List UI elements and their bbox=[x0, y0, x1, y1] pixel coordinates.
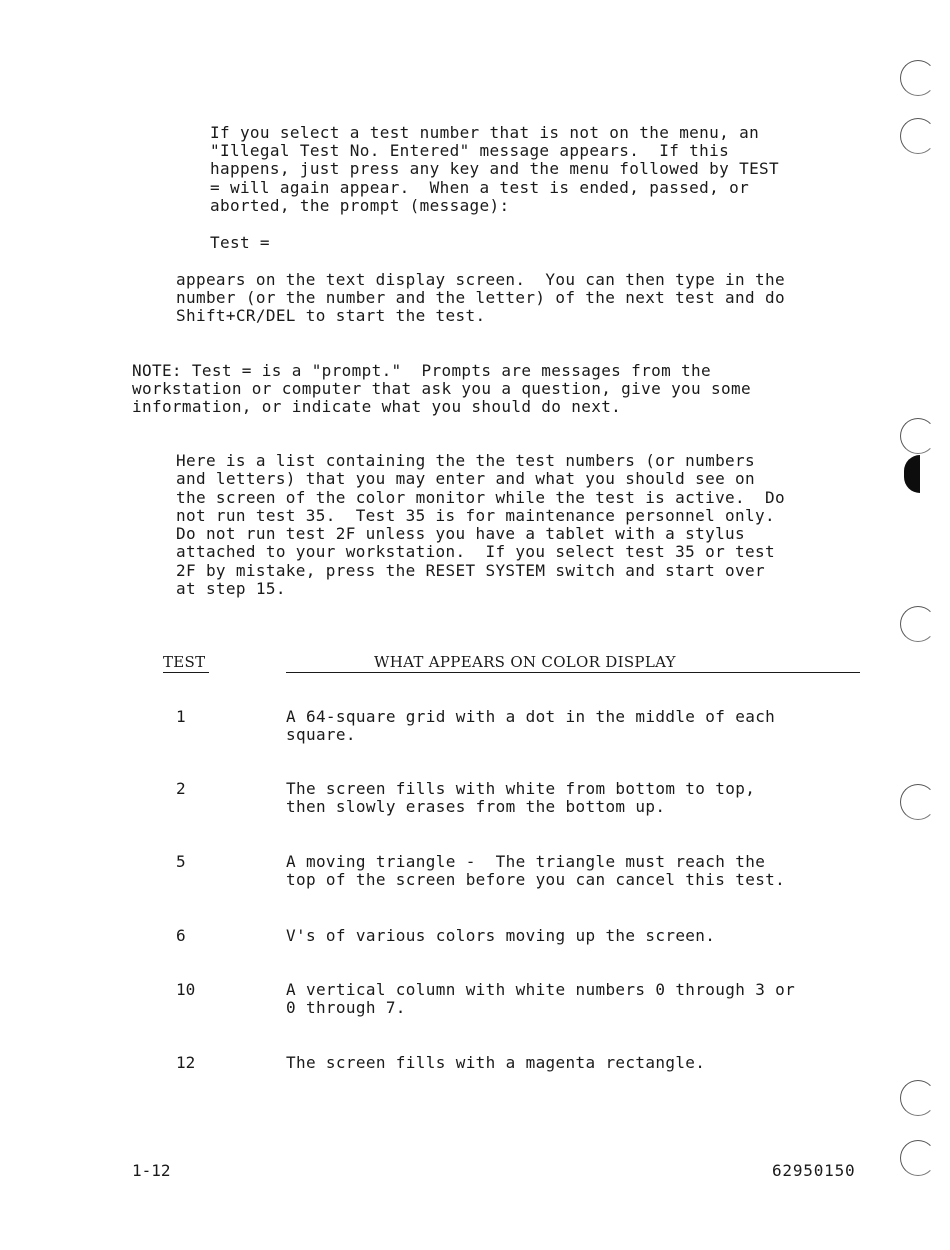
table-row-test-number: 5 bbox=[176, 852, 186, 871]
binder-hole-icon bbox=[900, 1140, 936, 1176]
binder-hole-icon bbox=[900, 60, 936, 96]
test-list-intro-paragraph: Here is a list containing the the test numbers (or numbers and letters) that you may enter and what you should see on the screen of the color monitor while the test is active. Do not run test 35. Test 35 is for maintenance personnel only. Do not run test 2F unless you have a tablet with a stylus attached to your workstation. If you select test 35 or test 2F by mistake, press the RESET SYSTEM switch and start over at step 15. bbox=[176, 451, 785, 599]
intro-paragraph: If you select a test number that is not on the menu, an "Illegal Test No. Entered" message appears. If this happens, just press any key and the menu followed by TEST = will again appear. When a test is ended, passed, or aborted, the prompt (message): bbox=[210, 123, 780, 215]
binder-hole-icon bbox=[900, 118, 936, 154]
prompt-example: Test = bbox=[210, 233, 270, 252]
table-header-display bbox=[286, 653, 860, 673]
table-row-description: The screen fills with white from bottom to top, then slowly erases from the bottom up. bbox=[286, 779, 756, 817]
table-row-test-number: 12 bbox=[176, 1053, 196, 1072]
table-row-test-number: 10 bbox=[176, 980, 196, 999]
binder-hole-icon bbox=[900, 784, 936, 820]
binder-hole-icon bbox=[900, 606, 936, 642]
binder-hole-filled-icon bbox=[904, 455, 920, 493]
table-header-test: TEST bbox=[163, 653, 209, 673]
table-row-description: A vertical column with white numbers 0 through 3 or 0 through 7. bbox=[286, 980, 796, 1018]
note-paragraph: NOTE: Test = is a "prompt." Prompts are messages from the workstation or computer that ask you a question, give you some information, or indicate what you should do next. bbox=[132, 361, 751, 417]
binder-hole-icon bbox=[900, 418, 936, 454]
table-row-description: A moving triangle - The triangle must reach the top of the screen before you can cancel this test. bbox=[286, 852, 786, 890]
table-row-test-number: 2 bbox=[176, 779, 186, 798]
table-row-description: A 64-square grid with a dot in the middle of each square. bbox=[286, 707, 776, 745]
binder-hole-icon bbox=[900, 1080, 936, 1116]
table-row-test-number: 1 bbox=[176, 707, 186, 726]
page-number: 1-12 bbox=[132, 1161, 171, 1180]
document-number: 62950150 bbox=[772, 1161, 856, 1180]
table-header-display-label: WHAT APPEARS ON COLOR DISPLAY bbox=[374, 653, 676, 671]
table-row-description: The screen fills with a magenta rectangle. bbox=[286, 1053, 706, 1072]
table-row-description: V's of various colors moving up the screen. bbox=[286, 926, 716, 945]
table-row-test-number: 6 bbox=[176, 926, 186, 945]
after-prompt-paragraph: appears on the text display screen. You can then type in the number (or the number and the letter) of the next test and do Shift+CR/DEL to start the test. bbox=[176, 270, 785, 326]
